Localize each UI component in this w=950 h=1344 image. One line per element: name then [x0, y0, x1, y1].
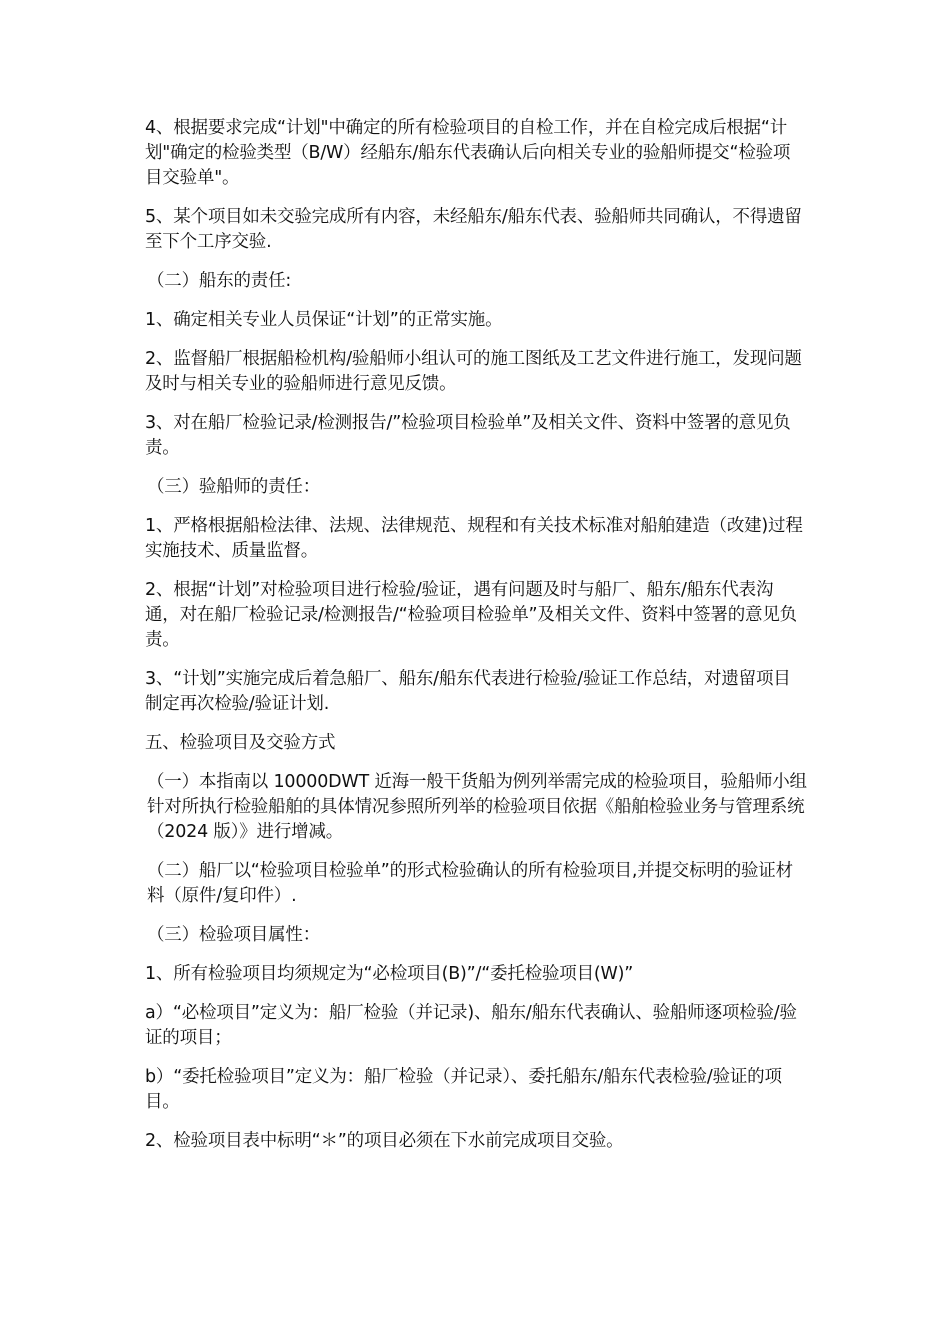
section-heading-surveyor-responsibility: （三）验船师的责任：: [147, 477, 320, 497]
paragraph-owner-item-3: 3、对在船厂检验记录/检测报告/”检验项目检验单”及相关文件、资料中签署的意见负责。: [145, 413, 791, 458]
document-page: [145, 116, 807, 1168]
paragraph-surveyor-item-3: 3、“计划”实施完成后着急船厂、船东/船东代表进行检验/验证工作总结，对遗留项目制定再次检验/验证计划.: [145, 669, 791, 714]
paragraph-owner-item-2: 2、监督船厂根据船检机构/验船师小组认可的施工图纸及工艺文件进行施工，发现问题及时与相关专业的验船师进行意见反馈。: [145, 349, 802, 394]
section-heading-owner-responsibility: （二）船东的责任:: [147, 271, 292, 291]
paragraph-item-5-unfinished-items: 5、某个项目如未交验完成所有内容，未经船东/船东代表、验船师共同确认，不得遗留至下个工序交验.: [145, 207, 802, 252]
section-heading-inspection-items: 五、检验项目及交验方式: [145, 733, 336, 753]
paragraph-attribute-item-a: a）“必检项目”定义为：船厂检验（并记录)、船东/船东代表确认、验船师逐项检验/验证的项目；: [145, 1003, 797, 1048]
paragraph-inspection-guide-scope: （一）本指南以 10000DWT 近海一般干货船为例列举需完成的检验项目，验船师小组针对所执行检验船舶的具体情况参照所列举的检验项目依据《船舶检验业务与管理系统（2024 版）》进行增减。: [147, 772, 807, 842]
paragraph-attribute-item-b: b）“委托检验项目”定义为：船厂检验（并记录）、委托船东/船东代表检验/验证的项目。: [145, 1067, 782, 1112]
paragraph-attribute-item-2: 2、检验项目表中标明“＊”的项目必须在下水前完成项目交验。: [145, 1131, 624, 1151]
paragraph-inspection-confirmation: （二）船厂以“检验项目检验单”的形式检验确认的所有检验项目,并提交标明的验证材料（原件/复印件）.: [147, 861, 793, 906]
paragraph-attribute-item-1: 1、所有检验项目均须规定为“必检项目(B)”/“委托检验项目(W)”: [145, 964, 634, 984]
section-heading-item-attributes: （三）检验项目属性：: [147, 925, 320, 945]
paragraph-item-4-self-inspection: 4、根据要求完成“计划"中确定的所有检验项目的自检工作，并在自检完成后根据“计划"确定的检验类型（B/W）经船东/船东代表确认后向相关专业的验船师提交“检验项目交验单"。: [145, 118, 791, 188]
paragraph-owner-item-1: 1、确定相关专业人员保证“计划”的正常实施。: [145, 310, 503, 330]
paragraph-surveyor-item-1: 1、严格根据船检法律、法规、法律规范、规程和有关技术标准对船舶建造（改建)过程实施技术、质量监督。: [145, 516, 803, 561]
paragraph-surveyor-item-2: 2、根据“计划”对检验项目进行检验/验证，遇有问题及时与船厂、船东/船东代表沟通，对在船厂检验记录/检测报告/“检验项目检验单”及相关文件、资料中签署的意见负责。: [145, 580, 797, 650]
